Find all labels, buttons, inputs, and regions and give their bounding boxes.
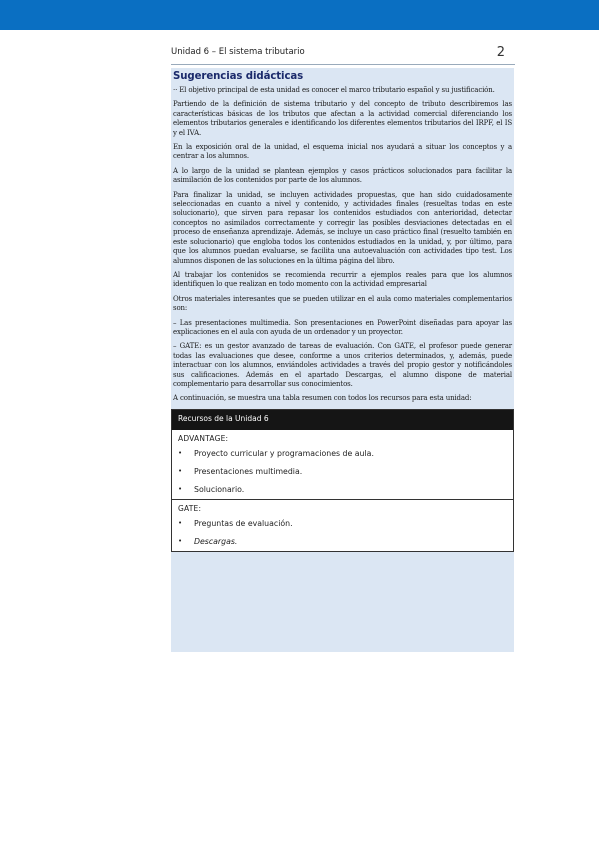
list-item-label: Solucionario.	[194, 484, 245, 494]
paragraph-real-examples: Al trabajar los contenidos se recomienda recurrir a ejemplos reales para que los alumnos identifiquen lo que realizan en todo momento con la actividad empresarial	[173, 270, 512, 289]
top-color-bar	[0, 0, 599, 30]
bullet-icon: •	[178, 467, 183, 476]
paragraph-gate	[173, 342, 512, 389]
paragraph-other-materials: Otros materiales interesantes que se pueden utilizar en el aula como materiales complementarios son:	[173, 294, 512, 313]
resources-table-title: Recursos de la Unidad 6	[172, 410, 513, 430]
resources-group-gate	[172, 499, 513, 551]
list-item	[178, 519, 507, 528]
group-label-gate: GATE:	[178, 503, 202, 513]
list-item-label: Proyecto curricular y programaciones de aula.	[194, 448, 374, 458]
gate-text-before: – GATE: es un gestor avanzado de tareas de evaluación. Con GATE, el profesor puede generar todas las evaluaciones que desee, conforme a unos criterios determinados, y, además, puede interactuar con los alumnos, enviándoles actividades a través del propio gestor y notificándoles sus calificaciones. Además en el apartado Descargas, el alumno dispone de material complementario para desarrollar sus conocimientos.	[173, 342, 512, 388]
paragraph-table-intro: A continuación, se muestra una tabla resumen con todos los recursos para esta unidad:	[173, 394, 472, 403]
list-item	[178, 537, 507, 546]
paragraph-activities: Para finalizar la unidad, se incluyen actividades propuestas, que han sido cuidadosamente seleccionadas en cuanto a nivel y contenido, y actividades finales (resueltas todas en este solucionario), que sirven para repasar los contenidos estudiados con anterioridad, detectar conceptos no asimilados correctamente y corregir las posibles desviaciones detectadas en el proceso de enseñanza aprendizaje. Además, se incluye un caso práctico final (resuelto también en este solucionario) que engloba todos los contenidos estudiados en la unidad, y, por último, para que los alumnos puedan evaluarse, se facilita una autoevaluación con actividades tipo test. Los alumnos disponen de las soluciones en la última página del libro.	[173, 190, 512, 265]
list-item	[178, 485, 507, 494]
section-title: Sugerencias didácticas	[173, 71, 304, 82]
bullet-icon: •	[178, 449, 183, 458]
paragraph-objective: ·· El objetivo principal de esta unidad es conocer el marco tributario español y su justificación.	[173, 86, 495, 94]
bullet-icon: •	[178, 519, 183, 528]
list-item-label: Presentaciones multimedia.	[194, 466, 303, 476]
paragraph-presentations: – Las presentaciones multimedia. Son presentaciones en PowerPoint diseñadas para apoyar las explicaciones en el aula con ayuda de un ordenador y un proyector.	[173, 318, 512, 336]
header-divider	[171, 64, 515, 65]
list-item-label: Descargas.	[194, 536, 238, 546]
list-item	[178, 449, 507, 458]
list-item	[178, 467, 507, 476]
paragraph-examples: A lo largo de la unidad se plantean ejemplos y casos prácticos solucionados para facilitar la asimilación de los contenidos por parte de los alumnos.	[173, 166, 512, 185]
resources-group-advantage	[172, 430, 513, 499]
group-label-advantage: ADVANTAGE:	[178, 433, 229, 443]
resources-table	[171, 409, 514, 552]
bullet-icon: •	[178, 485, 183, 494]
bullet-icon: •	[178, 537, 183, 546]
suggestions-panel	[171, 68, 514, 652]
paragraph-definition: Partiendo de la definición de sistema tributario y del concepto de tributo describiremos las características básicas de los tributos que afectan a la actividad comercial diferenciando los elementos tributarios generales e identificando los diferentes elementos tributarios del IRPF, el IS y el IVA.	[173, 100, 512, 137]
header-title: Unidad 6 – El sistema tributario	[171, 47, 305, 57]
list-item-label: Preguntas de evaluación.	[194, 518, 293, 528]
paragraph-oral-exposition: En la exposición oral de la unidad, el esquema inicial nos ayudará a situar los conceptos y a centrar a los alumnos.	[173, 143, 512, 161]
page-number: 2	[496, 45, 505, 60]
